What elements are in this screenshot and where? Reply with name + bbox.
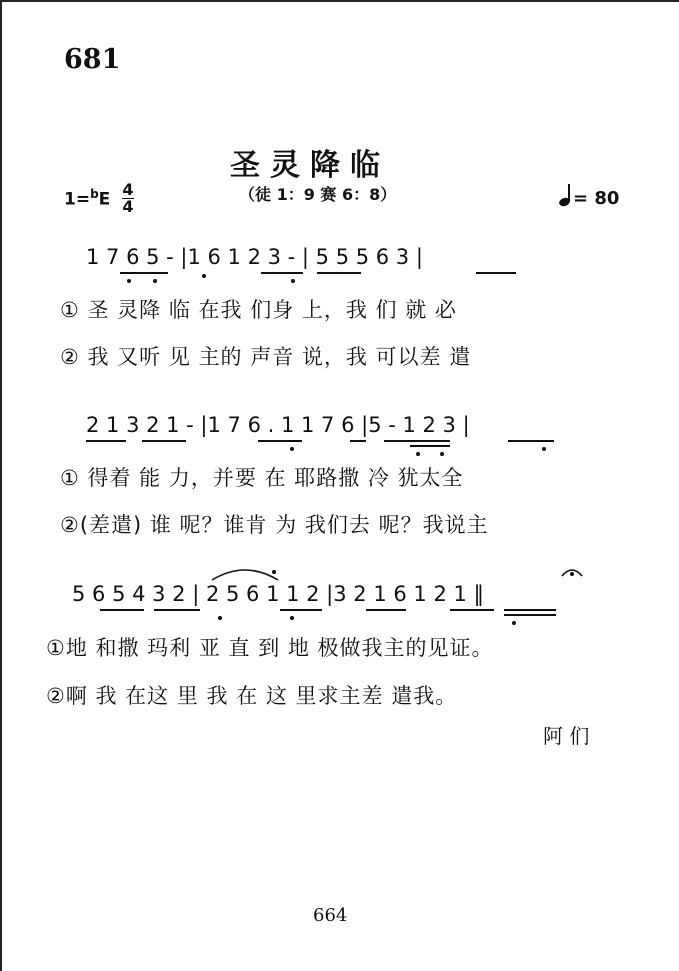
key-signature (64, 187, 110, 210)
lyric-line-1-verse-2: ② 我 又听 见 主的 声音 说，我 可以差 遣 (60, 345, 472, 369)
low-octave-dot (416, 452, 420, 456)
low-octave-dot (291, 279, 295, 283)
eighth-beam (504, 609, 556, 611)
eighth-beam (317, 272, 361, 274)
time-signature-top: 4 (122, 180, 134, 199)
key-flat: b (90, 187, 99, 201)
eighth-beam (384, 440, 450, 442)
low-octave-dot (512, 621, 516, 625)
time-signature (122, 182, 134, 215)
lyric-line-1-verse-1: ① 圣 灵降 临 在我 们身 上，我 们 就 必 (60, 298, 457, 322)
sixteenth-beam (410, 445, 450, 447)
low-octave-dot (127, 279, 131, 283)
low-octave-dot (290, 616, 294, 620)
time-signature-bottom: 4 (122, 197, 134, 216)
notation-line-1: 1 7 6 5 - |1 6 1 2 3 - | 5 5 5 6 3 | (86, 245, 423, 269)
eighth-beam (86, 440, 126, 442)
notation-line-3: 5 6 5 4 3 2 | 2 5 6 1 1 2 |3 2 1 6 1 2 1 ‖ (72, 582, 485, 606)
eighth-beam (508, 440, 554, 442)
hymn-number: 681 (64, 44, 121, 75)
lyric-line-3-verse-1: ①地 和撒 玛利 亚 直 到 地 极做我主的见证。 (46, 636, 494, 660)
lyric-line-2-verse-2: ②(差遣) 谁 呢？谁肯 为 我们去 呢？我说主 (60, 513, 489, 537)
key-note: E (98, 189, 111, 210)
tempo-marking (559, 184, 619, 209)
lyric-line-2-verse-1: ① 得着 能 力，并要 在 耶路撒 冷 犹太全 (60, 466, 464, 490)
hymn-title: 圣灵降临 (230, 148, 390, 183)
eighth-beam (450, 609, 494, 611)
eighth-beam (366, 609, 406, 611)
eighth-beam (350, 440, 366, 442)
quarter-note-icon (559, 184, 573, 208)
low-octave-dot (202, 274, 206, 278)
low-octave-dot (218, 616, 222, 620)
amen-text: 阿 们 (543, 724, 590, 748)
low-octave-dot (440, 452, 444, 456)
tempo-value: = 80 (573, 188, 620, 209)
notation-line-2: 2 1 3 2 1 - |1 7 6 . 1 1 7 6 |5 - 1 2 3 | (86, 413, 470, 437)
eighth-beam (100, 609, 144, 611)
scripture-reference: （徒 1：9 赛 6：8） (239, 185, 397, 204)
sixteenth-beam (504, 614, 556, 616)
eighth-beam (142, 440, 186, 442)
fermata-icon (560, 564, 584, 578)
eighth-beam (261, 272, 303, 274)
low-octave-dot (290, 447, 294, 451)
eighth-beam (258, 440, 302, 442)
eighth-beam (154, 609, 200, 611)
eighth-beam (280, 609, 322, 611)
low-octave-dot (153, 279, 157, 283)
low-octave-dot (542, 447, 546, 451)
eighth-beam (476, 272, 516, 274)
key-prefix: 1= (64, 189, 91, 210)
eighth-beam (120, 272, 168, 274)
page-number: 664 (313, 905, 348, 926)
tie-slur (210, 562, 280, 582)
lyric-line-3-verse-2: ②啊 我 在这 里 我 在 这 里求主差 遣我。 (46, 684, 458, 708)
